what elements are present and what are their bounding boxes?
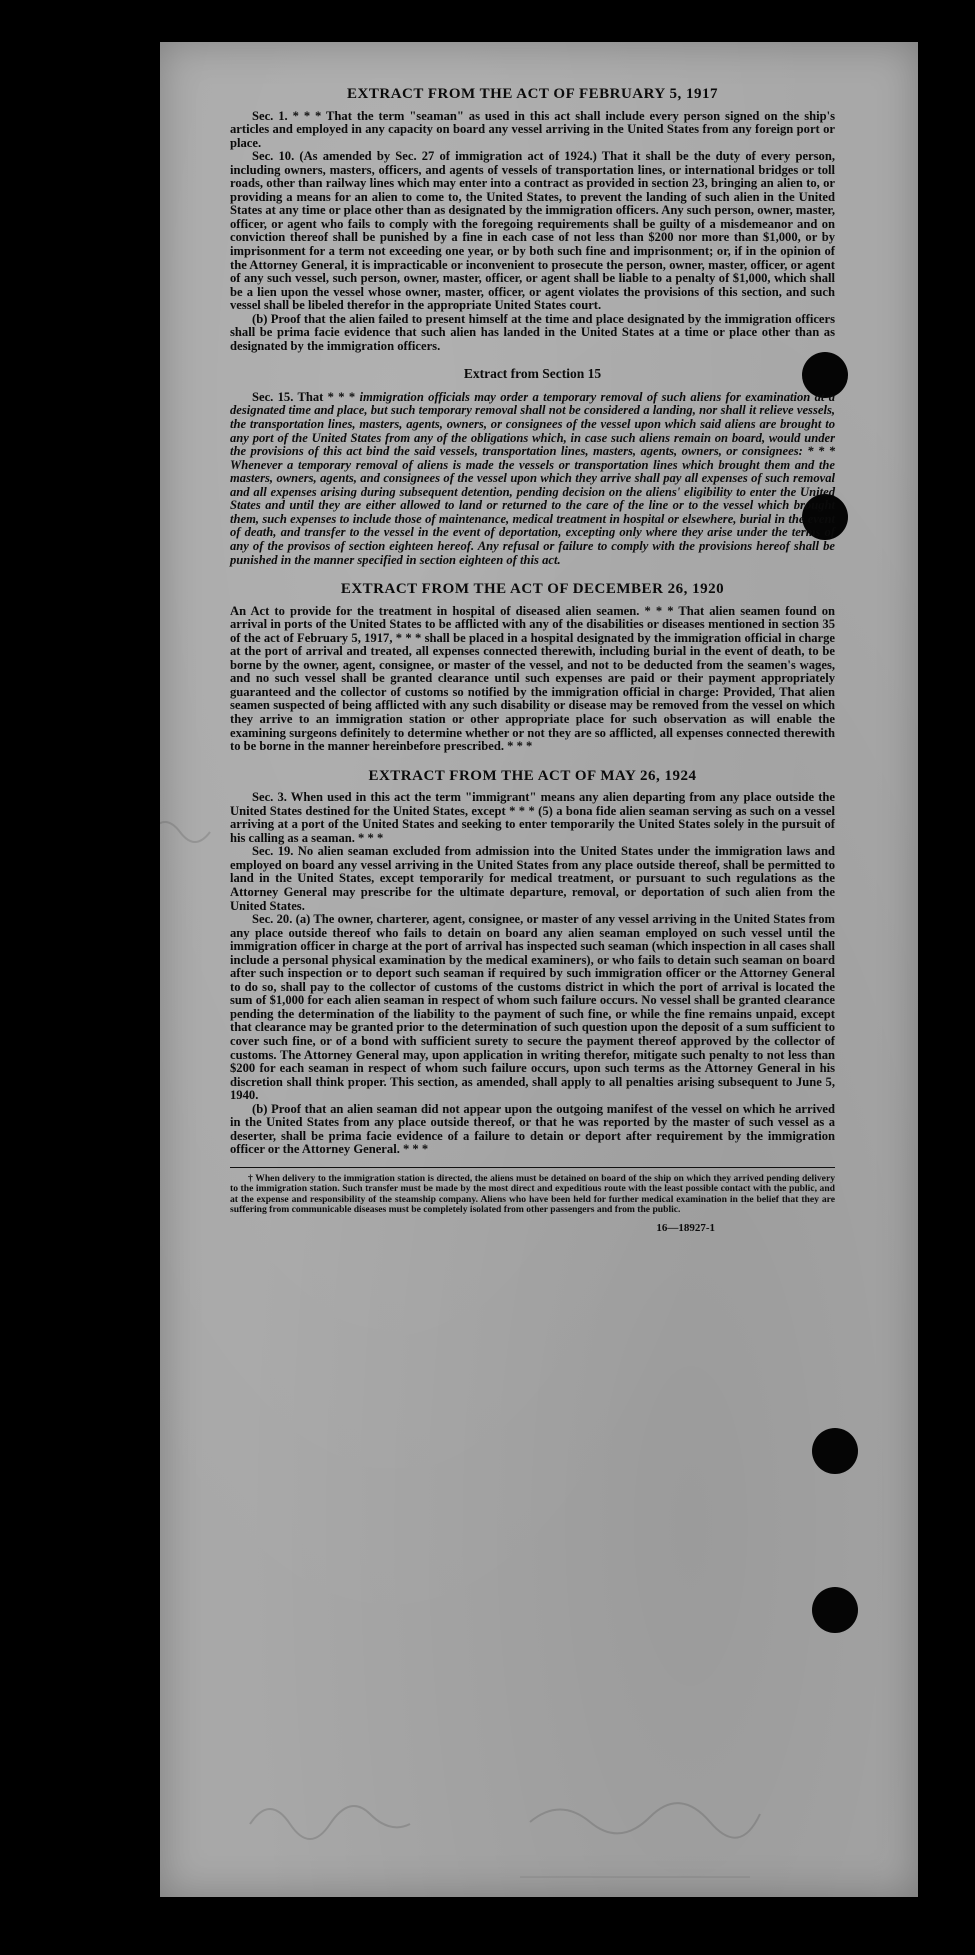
section-subheading: Extract from Section 15 <box>463 366 602 382</box>
document-number: 16—18927-1 <box>656 1221 715 1234</box>
section-lead: Sec. 15. That * * * <box>252 389 360 404</box>
footnote: † When delivery to the immigration station is directed, the aliens must be detained on board of the ship on which they arrived pending delivery to the immigration station. Such transfer must be made by the most direct and expeditious route with the least possible contact with the public, and at the expense and responsibility of the steamship company. Aliens who have been held for further medical examination in the belief that they are suffering from communicable diseases must be completely isolated from other passengers and from the public. <box>230 1167 835 1216</box>
bleed-through-marks <box>160 42 918 1897</box>
paragraph: Sec. 3. When used in this act the term "immigrant" means any alien departing from any place outside the United States destined for the United States, except * * * (5) a bona fide alien seaman serving as such on a vessel arriving at a port of the United States and seeking to enter temporarily the United States solely in the pursuit of his calling as a seaman. * * * <box>230 790 835 845</box>
paragraph: (b) Proof that an alien seaman did not appear upon the outgoing manifest of the vessel on which he arrived in the United States from any place outside thereof, or that he was reported by the master of such vessel as a deserter, shall be prima facie evidence of a failure to detain or deport after requirement by the immigration officer or the Attorney General. * * * <box>230 1101 835 1157</box>
section-heading: EXTRACT FROM THE ACT OF MAY 26, 1924 <box>368 767 697 784</box>
paragraph: (b) Proof that the alien failed to present himself at the time and place designated by the immigration officers shall be prima facie evidence that such alien has landed in the United States at a time or place other than as designated by the immigration officers. <box>230 311 835 353</box>
section-heading: EXTRACT FROM THE ACT OF FEBRUARY 5, 1917 <box>347 86 718 102</box>
italic-text: immigration officials may order a temporary removal of such aliens for examination at a designated time and place, but such temporary removal shall not be considered a landing, nor shall it relieve vessels, the transportation lines, masters, agents, owners, or consignees of the vessel upon which said aliens are brought to any port of the United States from any of the obligations which, in case such aliens remain on board, would under the provisions of this act bind the said vessels, transportation lines, masters, agents, owners, or consignees: * * * Whenever a temporary removal of aliens is made the vessels or transportation lines which brought them and the masters, owners, agents, and consignees of the vessel upon which they arrive shall pay all expenses of such removal and all expenses arising during subsequent detention, pending decision on the aliens' eligibility to enter the United States and until they are either allowed to land or returned to the care of the line or to the vessel which brought them, such expenses to include those of maintenance, medical treatment in hospital or elsewhere, burial in the event of death, and transfer to the vessel in the event of deportation, excepting only where they arise under the terms of any of the provisos of section eighteen hereof. Any refusal or failure to comply with the provisions hereof shall be punished in the manner specified in section eighteen of this act. <box>230 389 835 567</box>
paragraph: Sec. 20. (a) The owner, charterer, agent, consignee, or master of any vessel arriving in the United States from any place outside thereof who fails to detain on board any alien seaman employed on such vessel until the immigration officer in charge at the port of arrival has inspected such seaman (which inspection in all cases shall include a personal physical examination by the medical examiners), or who fails to detain such seaman on board after such inspection or to deport such seaman if required by such immigration officer or the Attorney General to do so, shall pay to the collector of customs of the customs district in which the port of arrival is located the sum of $1,000 for each alien seaman in respect of whom such failure occurs. No vessel shall be granted clearance pending the determination of the liability to the payment of such fine, or while the fine remains unpaid, except that clearance may be granted prior to the determination of such question upon the deposit of a sum sufficient to cover such fine, or of a bond with sufficient surety to secure the payment thereof approved by the collector of customs. The Attorney General may, upon application in writing therefor, mitigate such penalty to not less than $200 for each seaman in respect of whom such failure occurs, upon such terms as the Attorney General in his discretion shall think proper. This section, as amended, shall apply to all penalties arising subsequent to June 5, 1940. <box>230 912 835 1103</box>
paragraph: Sec. 10. (As amended by Sec. 27 of immigration act of 1924.) That it shall be the duty of every person, including owners, masters, officers, and agents of vessels of transportation lines, or international bridges or toll roads, other than railway lines which may enter into a contract as provided in section 23, bringing an alien to, or providing a means for an alien to come to, the United States, to prevent the landing of such alien in the United States at any time or place other than as designated by the immigration officers. Any such person, owner, master, officer, or agent who fails to comply with the foregoing requirements shall be guilty of a misdemeanor and on conviction thereof shall be punished by a fine in each case of not less than $200 nor more than $1,000, or by imprisonment for a term not exceeding one year, or by both such fine and imprisonment; or, if in the opinion of the Attorney General, it is impracticable or inconvenient to prosecute the person, owner, master, officer, or agent of any such vessel, such person, owner, master, officer, or agent shall be liable to a penalty of $1,000, which shall be a lien upon the vessel whose owner, master, officer, or agent violates the provisions of this section, and such vessel shall be libeled therefor in the appropriate United States court. <box>230 149 835 313</box>
paragraph: Sec. 19. No alien seaman excluded from admission into the United States under the immigration laws and employed on board any vessel arriving in the United States from any place outside thereof, shall be permitted to land in the United States, except temporarily for medical treatment, or pursuant to such regulations as the Attorney General may prescribe for the ultimate departure, removal, or deportation of such alien from the United States. <box>230 844 835 913</box>
paragraph: An Act to provide for the treatment in hospital of diseased alien seamen. * * * That alien seamen found on arrival in ports of the United States to be afflicted with any of the disabilities or diseases mentioned in section 35 of the act of February 5, 1917, * * * shall be placed in a hospital designated by the immigration official in charge at the port of arrival and treated, all expenses connected therewith, including burial in the event of death, to be borne by the owner, agent, consignee, or master of the vessel, and not to be deducted from the seamen's wages, and no such vessel shall be granted clearance until such expenses are paid or their payment appropriately guaranteed and the collector of customs so notified by the immigration official in charge: Provided, That alien seamen suspected of being afflicted with any such disability or disease may be removed from the vessel on which they arrive to an immigration station or other appropriate place for such observation as will enable the examining surgeons definitely to determine whether or not they are so afflicted, all expenses connected therewith to be borne in the manner hereinbefore prescribed. * * * <box>230 603 835 754</box>
section-heading: EXTRACT FROM THE ACT OF DECEMBER 26, 1920 <box>340 581 725 598</box>
paragraph: Sec. 1. * * * That the term "seaman" as used in this act shall include every person signed on the ship's articles and employed in any capacity on board any vessel arriving in the United States from any foreign port or place. <box>230 108 835 150</box>
document-page <box>160 42 918 1897</box>
